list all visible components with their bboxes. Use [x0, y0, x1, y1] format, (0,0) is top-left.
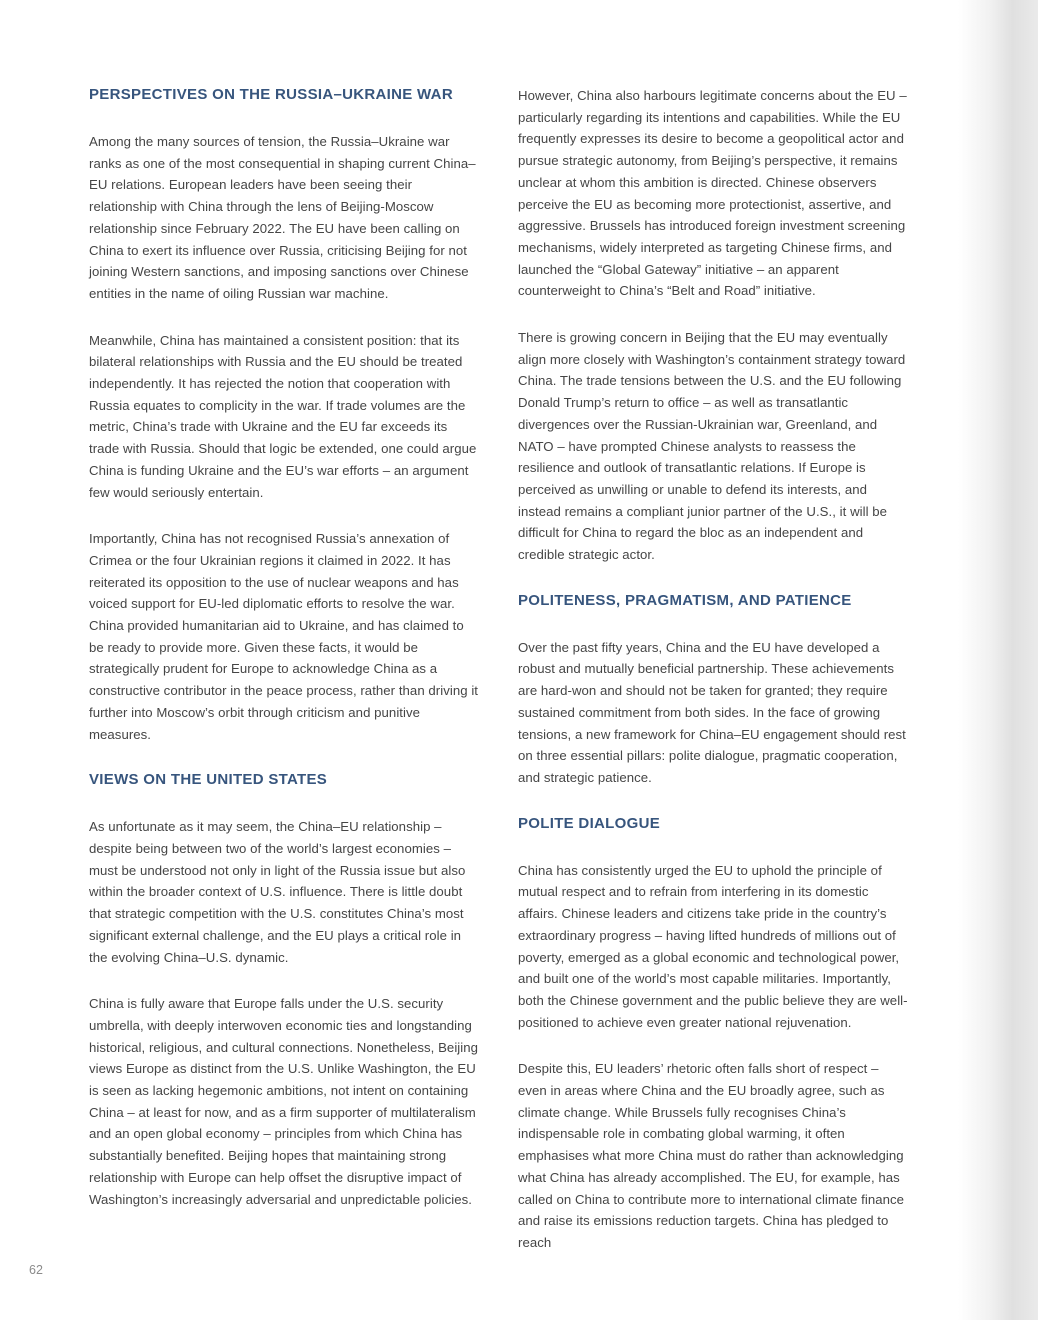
page-edge-shadow [958, 0, 1038, 1320]
paragraph: There is growing concern in Beijing that the EU may eventually align more closely with Washington’s containment strategy toward China. The trade tensions between the U.S. and the EU following Donald Trump’s return to office – as well as transatlantic divergences over the Russian-Ukrainian war, Greenland, and NATO – have prompted Chinese analysts to reassess the resilience and outlook of transatlantic relations. If Europe is perceived as unwilling or unable to defend its interests, and instead remains a compliant junior partner of the U.S., it will be difficult for China to regard the bloc as an independent and credible strategic actor. [518, 330, 906, 563]
section-views-on-united-states [89, 770, 481, 1210]
paragraph: Over the past fifty years, China and the EU have developed a robust and mutually beneficial partnership. These achievements are hard-won and should not be taken for granted; they require sustained commitment from both sides. In the face of growing tensions, a new framework for China–EU engagement should rest on three essential pillars: polite dialogue, pragmatic cooperation, and strategic patience. [518, 639, 906, 785]
section-polite-dialogue [518, 814, 910, 1254]
paragraph: Importantly, China has not recognised Russia’s annexation of Crimea or the four Ukrainian regions it claimed in 2022. It has reiterated its opposition to the use of nuclear weapons and has voiced support for EU-led diplomatic efforts to resolve the war. China provided humanitarian aid to Ukraine, and has claimed to be ready to provide more. Given these facts, it would be strategically prudent for Europe to acknowledge China as a constructive contributor in the peace process, rather than driving it further into Moscow’s orbit through criticism and punitive measures. [89, 531, 479, 742]
section-heading: VIEWS ON THE UNITED STATES [89, 771, 328, 789]
section-heading: POLITE DIALOGUE [518, 814, 661, 832]
section-heading: POLITENESS, PRAGMATISM, AND PATIENCE [518, 591, 852, 609]
section-eu-concerns-continuation [518, 85, 910, 566]
paragraph: Meanwhile, China has maintained a consistent position: that its bilateral relationships with Russia and the EU should be treated independently. It has rejected the notion that cooperation with Russia equates to complicity in the war. If trade volumes are the metric, China’s trade with Ukraine and the EU far exceeds its trade with Russia. Should that logic be extended, one could argue China is funding Ukraine and the EU’s war efforts – an argument few would seriously entertain. [89, 332, 477, 500]
page-number: 62 [29, 1263, 43, 1277]
section-perspectives-russia-ukraine-war [89, 85, 481, 745]
paragraph: However, China also harbours legitimate concerns about the EU – particularly regarding its intentions and capabilities. While the EU frequently expresses its desire to become a geopolitical actor and pursue strategic autonomy, from Beijing’s perspective, it remains unclear at whom this ambition is directed. Chinese observers perceive the EU as becoming more protectionist, assertive, and aggressive. Brussels has introduced foreign investment screening mechanisms, widely interpreted as targeting Chinese firms, and launched the “Global Gateway” initiative – an apparent counterweight to China’s “Belt and Road” initiative. [518, 88, 907, 299]
paragraph: China has consistently urged the EU to uphold the principle of mutual respect and to refrain from interfering in its domestic affairs. Chinese leaders and citizens take pride in the country’s extraordinary progress – having lifted hundreds of millions out of poverty, emerged as a global economic and technological power, and built one of the world’s most capable militaries. Importantly, both the Chinese government and the public believe they are well-positioned to achieve even greater national rejuvenation. [518, 862, 908, 1030]
section-heading: PERSPECTIVES ON THE RUSSIA–UKRAINE WAR [89, 86, 453, 103]
paragraph: Among the many sources of tension, the Russia–Ukraine war ranks as one of the most consequential in shaping current China–EU relations. European leaders have been seeing their relationship with China through the lens of Beijing-Moscow relationship since February 2022. The EU have been calling on China to exert its influence over Russia, criticising Beijing for not joining Western sanctions, and imposing sanctions over Chinese entities in the name of oiling Russian war machine. [89, 134, 476, 301]
left-column [89, 85, 481, 1235]
paragraph: China is fully aware that Europe falls under the U.S. security umbrella, with deeply interwoven economic ties and longstanding historical, religious, and cultural connections. Nonetheless, Beijing views Europe as distinct from the U.S. Unlike Washington, the EU is seen as lacking hegemonic ambitions, not intent on containing China – at least for now, and as a firm supporter of multilateralism and an open global economy – principles from which China has substantially benefited. Beijing hopes that maintaining strong relationship with Europe can help offset the disruptive impact of Washington’s increasingly adversarial and unpredictable policies. [89, 996, 479, 1207]
paragraph: As unfortunate as it may seem, the China–EU relationship – despite being between two of the world’s largest economies – must be understood not only in light of the Russia issue but also within the broader context of U.S. influence. There is little doubt that strategic competition with the U.S. constitutes China’s most significant external challenge, and the EU plays a critical role in the evolving China–U.S. dynamic. [89, 819, 466, 965]
right-column [518, 85, 910, 1279]
section-politeness-pragmatism-patience [518, 591, 910, 789]
paragraph: Despite this, EU leaders’ rhetoric often falls short of respect – even in areas where China and the EU broadly agree, such as climate change. While Brussels fully recognises China’s indispensable role in combating global warming, it often emphasises what more China must do rather than acknowledging what China has already accomplished. The EU, for example, has called on China to contribute more to international climate finance and raise its emissions reduction targets. China has pledged to reach [518, 1061, 905, 1250]
